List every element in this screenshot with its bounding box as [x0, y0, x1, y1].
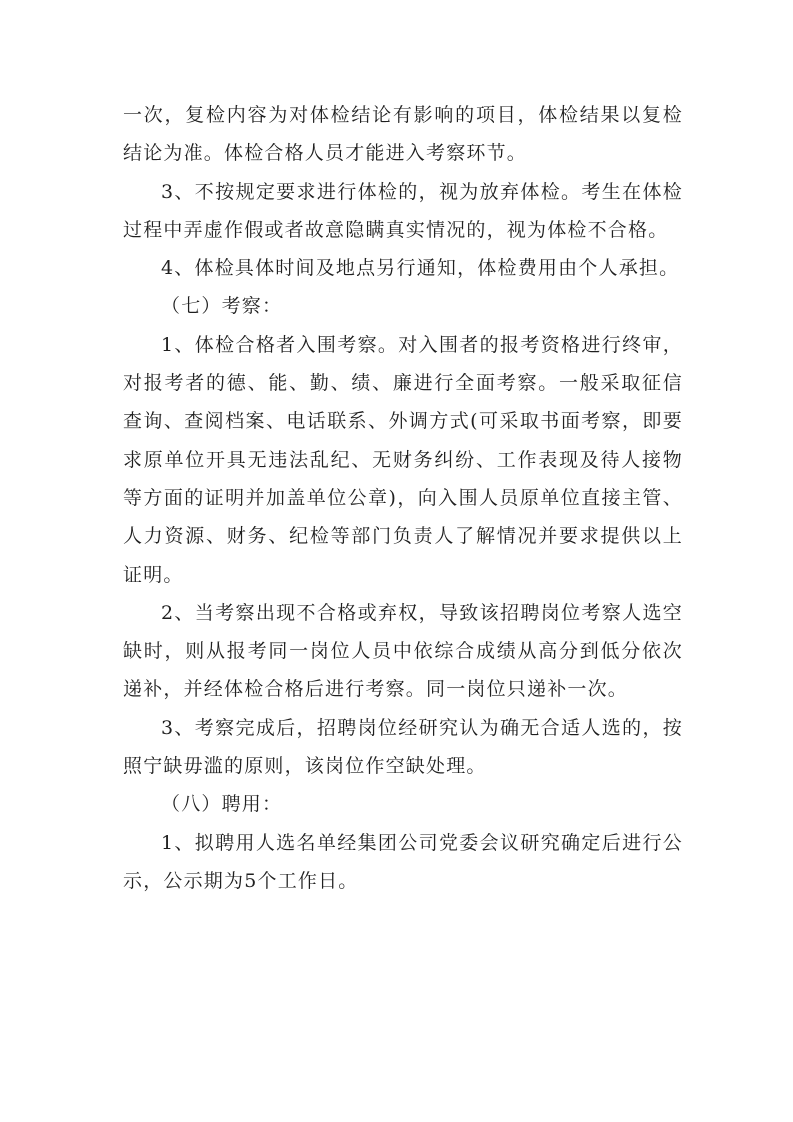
- section-heading-inspection: （七）考察：: [161, 295, 283, 318]
- document-page: [123, 96, 683, 900]
- paragraph-inspection-rule-2: 2、当考察出现不合格或弃权，导致该招聘岗位考察人选空缺时，则从报考同一岗位人员中依综合成绩从高分到低分依次递补，并经体检合格后进行考察。同一岗位只递补一次。: [123, 601, 683, 701]
- paragraph-inspection-rule-1: 1、体检合格者入围考察。对入围者的报考资格进行终审，对报考者的德、能、勤、绩、廉进行全面考察。一般采取征信查询、查阅档案、电话联系、外调方式(可采取书面考察，即要求原单位开具无违法乱纪、无财务纠纷、工作表现及待人接物等方面的证明并加盖单位公章)，向入围人员原单位直接主管、人力资源、财务、纪检等部门负责人了解情况并要求提供以上证明。: [123, 333, 683, 586]
- paragraph-physical-exam-recheck: 一次，复检内容为对体检结论有影响的项目，体检结果以复检结论为准。体检合格人员才能进入考察环节。: [123, 104, 683, 165]
- paragraph-exam-rule-3: 3、不按规定要求进行体检的，视为放弃体检。考生在体检过程中弄虚作假或者故意隐瞒真实情况的，视为体检不合格。: [123, 180, 683, 241]
- paragraph-inspection-rule-3: 3、考察完成后，招聘岗位经研究认为确无合适人选的，按照宁缺毋滥的原则，该岗位作空缺处理。: [123, 716, 683, 778]
- paragraph-exam-rule-4: 4、体检具体时间及地点另行通知，体检费用由个人承担。: [161, 257, 680, 280]
- paragraph-hiring-rule-1: 1、拟聘用人选名单经集团公司党委会议研究确定后进行公示，公示期为5个工作日。: [123, 831, 683, 892]
- section-heading-hiring: （八）聘用：: [161, 793, 283, 816]
